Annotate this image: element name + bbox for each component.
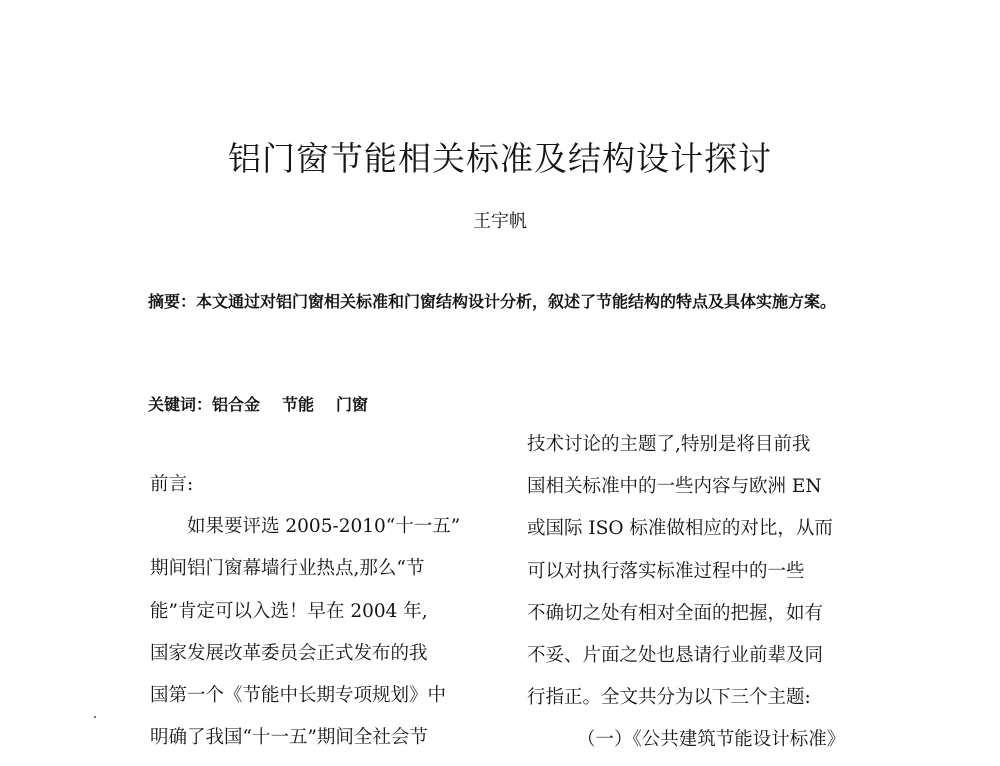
text-line: 期间铝门窗幕墙行业热点,那么“节 xyxy=(150,558,425,580)
keyword-item: 门窗 xyxy=(336,395,369,414)
subsection-heading: （一）《公共建筑节能设计标准》 xyxy=(577,729,846,751)
author-name: 王宇帆 xyxy=(473,211,527,232)
keyword-item: 铝合金 xyxy=(212,395,261,414)
text-line: 国家发展改革委员会正式发布的我 xyxy=(150,642,428,664)
text-line: 不确切之处有相对全面的把握，如有 xyxy=(527,602,824,624)
text-line: 可以对执行落实标准过程中的一些 xyxy=(527,560,805,582)
body-right-column xyxy=(527,428,867,766)
text-line: 能”肯定可以入选！早在 2004 年, xyxy=(150,600,428,622)
text-line: 国相关标准中的一些内容与欧洲 EN xyxy=(527,476,822,498)
section-heading: 前言: xyxy=(150,474,194,495)
keywords-label: 关键词： xyxy=(148,395,213,414)
text-line: 或国际 ISO 标准做相应的对比，从而 xyxy=(527,518,833,540)
text-line: 明确了我国“十一五”期间全社会节 xyxy=(150,727,428,749)
abstract-paragraph: 摘要：本文通过对铝门窗相关标准和门窗结构设计分析，叙述了节能结构的特点及具体实施方案。 xyxy=(148,292,837,311)
text-line: 如果要评选 2005-2010“十一五” xyxy=(187,516,461,538)
text-line: 行指正。全文共分为以下三个主题: xyxy=(527,687,811,709)
text-line: 技术讨论的主题了,特别是将目前我 xyxy=(527,434,811,455)
text-line: 国第一个《节能中长期专项规划》中 xyxy=(150,684,447,706)
keyword-item: 节能 xyxy=(282,395,315,414)
keywords-line xyxy=(148,392,390,415)
text-line: 不妥、片面之处也恳请行业前辈及同 xyxy=(527,644,824,666)
paper-title: 铝门窗节能相关标准及结构设计探讨 xyxy=(228,139,772,178)
body-left-column xyxy=(150,468,490,763)
scan-speck xyxy=(94,716,96,718)
